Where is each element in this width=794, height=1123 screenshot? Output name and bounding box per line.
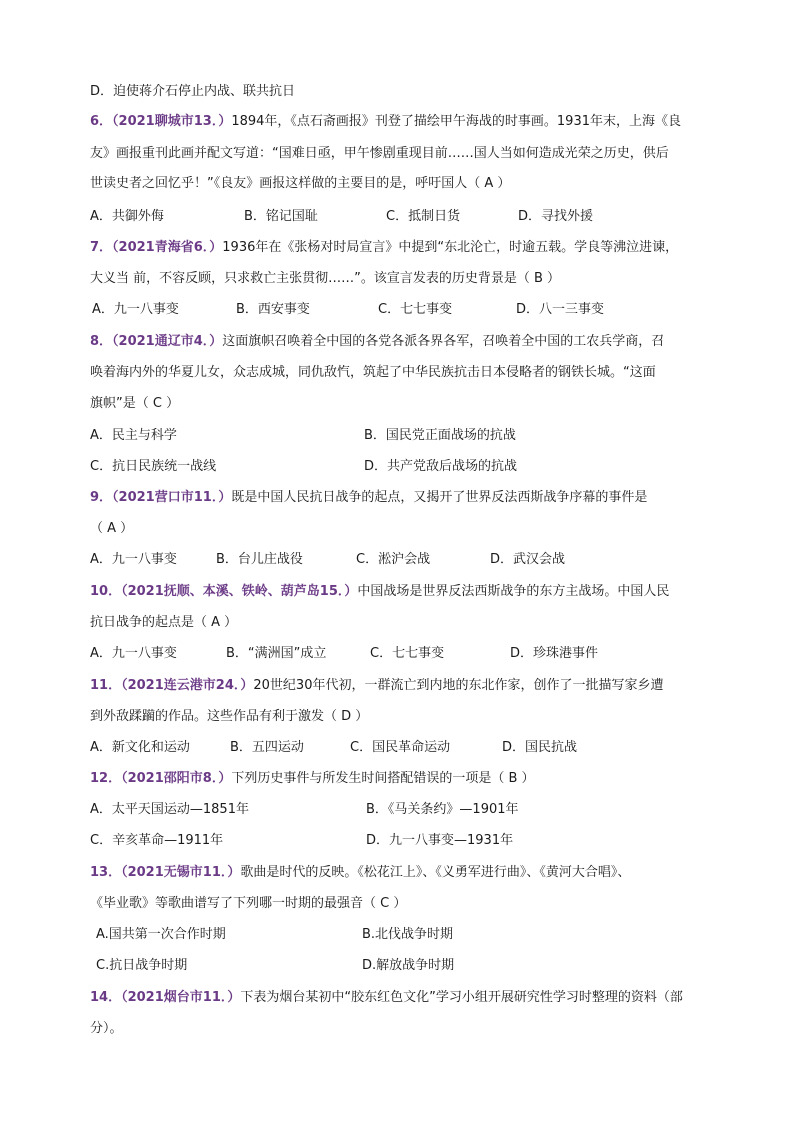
option-a: A．九一八事变 [90, 552, 177, 567]
option-d: D．寻找外援 [518, 209, 594, 224]
option-b: B．国民党正面战场的抗战 [364, 428, 516, 443]
question-11-line2: 到外敌蹂躏的作品。这些作品有利于激发（ D ） [90, 709, 369, 724]
question-9-source: 9．（2021营口市11．） [90, 490, 232, 505]
question-14-text: 下表为烟台某初中“胶东红色文化”学习小组开展研究性学习时整理的资料（部 [240, 990, 683, 1005]
option-b: B.北伐战争时期 [362, 927, 454, 942]
question-7-text: 1936年在《张杨对时局宣言》中提到“东北沦亡，时逾五载。学良等沸泣进谏， [222, 240, 679, 255]
question-14-line2: 分）。 [90, 1021, 123, 1036]
option-b: B．五四运动 [230, 740, 304, 755]
option-a: A．民主与科学 [90, 428, 177, 443]
question-11-source: 11．（2021连云港市24．） [90, 678, 254, 693]
option-a: A．太平天国运动—1851年 [90, 802, 249, 817]
question-8 [90, 333, 710, 351]
question-6-text: 1894年，《点石斋画报》刊登了描绘甲午海战的时事画。1931年末，上海《良 [231, 114, 681, 129]
question-14-source: 14．（2021烟台市11．） [90, 990, 241, 1005]
question-7 [90, 239, 710, 257]
question-13-source: 13．（2021无锡市11．） [90, 865, 241, 880]
option-d: D．八一三事变 [516, 302, 605, 317]
question-9-text: 既是中国人民抗日战争的起点，又揭开了世界反法西斯战争序幕的事件是 [231, 490, 648, 505]
option-a: A.国共第一次合作时期 [96, 927, 226, 942]
question-7-source: 7．（2021青海省6．） [90, 240, 223, 255]
question-12-source: 12．（2021邵阳市8．） [90, 771, 232, 786]
option-c: C．抵制日货 [386, 209, 461, 224]
option-c: C．辛亥革命—1911年 [90, 833, 224, 848]
option-a: A．九一八事变 [90, 646, 177, 661]
option-c: C．七七事变 [370, 646, 445, 661]
question-11 [90, 677, 710, 695]
option-b: B．《马关条约》—1901年 [366, 802, 519, 817]
option-c: C．抗日民族统一战线 [90, 459, 217, 474]
option-a: A．九一八事变 [92, 302, 179, 317]
option-d: D．武汉会战 [490, 552, 566, 567]
question-6-line3: 世读史者之回忆乎！”《良友》画报这样做的主要目的是，呼吁国人（ A ） [90, 176, 511, 191]
question-10-source: 10．（2021抚顺、本溪、铁岭、葫芦岛15．） [90, 584, 358, 599]
option-d: D．共产党敌后战场的抗战 [364, 459, 518, 474]
question-12-text: 下列历史事件与所发生时间搭配错误的一项是（ B ） [231, 771, 535, 786]
question-10-text: 中国战场是世界反法西斯战争的东方主战场。中国人民 [357, 584, 670, 599]
option-a: A．共御外侮 [90, 209, 164, 224]
question-9-line2: （ A ） [90, 521, 134, 536]
question-11-text: 20世纪30年代初，一群流亡到内地的东北作家，创作了一批描写家乡遭 [253, 678, 664, 693]
question-13-text: 歌曲是时代的反映。《松花江上》、《义勇军进行曲》、《黄河大合唱》、 [240, 865, 631, 880]
option-c: C．淞沪会战 [356, 552, 431, 567]
option-b: B．台儿庄战役 [216, 552, 303, 567]
option-b: B．“满洲国”成立 [226, 646, 327, 661]
question-13-line2: 《毕业歌》等歌曲谱写了下列哪一时期的最强音（ C ） [90, 896, 407, 911]
question-10-line2: 抗日战争的起点是（ A ） [90, 615, 238, 630]
option-d: D．国民抗战 [502, 740, 578, 755]
question-14 [90, 989, 710, 1007]
option-b: B．铭记国耻 [244, 209, 318, 224]
question-9 [90, 489, 710, 507]
option-d: D．珍珠港事件 [510, 646, 599, 661]
question-6-line2: 友》画报重刊此画并配文写道：“国难日亟，甲午惨剧重现目前……国人当如何造成光荣之历史，供后 [90, 146, 669, 161]
question-8-text: 这面旗帜召唤着全中国的各党各派各界各军，召唤着全中国的工农兵学商，召 [222, 334, 665, 349]
option-c: C．国民革命运动 [350, 740, 451, 755]
question-6 [90, 113, 710, 131]
question-8-line2: 唤着海内外的华夏儿女，众志成城，同仇敌忾，筑起了中华民族抗击日本侵略者的钢铁长城。“这面 [90, 365, 656, 380]
question-6-source: 6．（2021聊城市13．） [90, 114, 232, 129]
option-c: C.抗日战争时期 [96, 958, 188, 973]
option-d: D.解放战争时期 [362, 958, 455, 973]
question-12 [90, 770, 710, 788]
option-c: C．七七事变 [378, 302, 453, 317]
question-8-source: 8．（2021通辽市4．） [90, 334, 223, 349]
question-10 [90, 583, 710, 601]
option-b: B．西安事变 [236, 302, 310, 317]
prev-option-d: D．迫使蒋介石停止内战、联共抗日 [90, 84, 296, 99]
question-13 [90, 864, 710, 882]
question-8-line3: 旗帜”是（ C ） [90, 396, 180, 411]
option-a: A．新文化和运动 [90, 740, 190, 755]
question-7-line2: 大义当 前，不容反顾，只求救亡主张贯彻……”。该宣言发表的历史背景是（ B ） [90, 271, 561, 286]
option-d: D．九一八事变—1931年 [366, 833, 514, 848]
